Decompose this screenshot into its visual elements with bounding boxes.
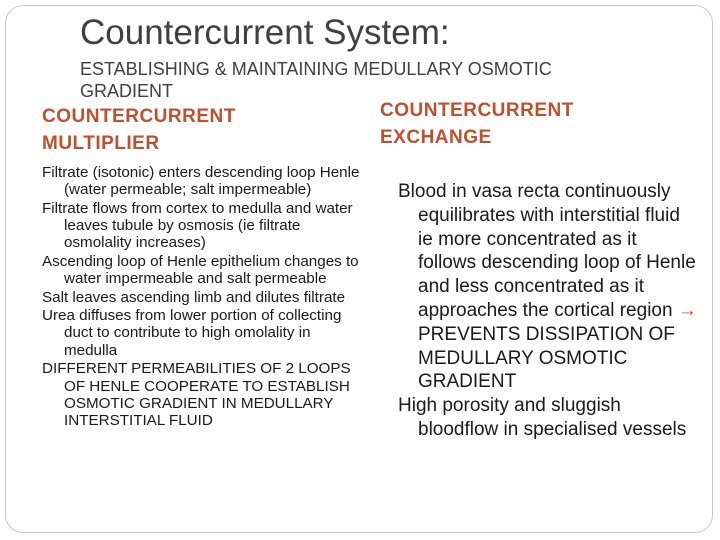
list-item: DIFFERENT PERMEABILITIES OF 2 LOOPS OF HENLE COOPERATE TO ESTABLISH OSMOTIC GRADIENT IN MEDULLARY INTERSTITIAL FLUID xyxy=(42,360,351,430)
right-heading-line1: COUNTERCURRENT xyxy=(380,100,574,121)
list-item xyxy=(398,180,698,394)
left-heading-line1: COUNTERCURRENT xyxy=(42,106,236,127)
right-heading-line2: EXCHANGE xyxy=(380,127,492,148)
list-item: Salt leaves ascending limb and dilutes filtrate xyxy=(42,288,346,306)
exchange-points-list xyxy=(398,180,698,442)
list-item: Urea diffuses from lower portion of collecting duct to contribute to high omolality in medulla xyxy=(42,307,342,359)
slide-title: Countercurrent System: xyxy=(80,13,450,52)
left-column-heading xyxy=(42,103,236,157)
slide-subtitle: ESTABLISHING & MAINTAINING MEDULLARY OSMOTIC GRADIENT xyxy=(80,59,552,101)
list-item: High porosity and sluggish bloodflow in specialised vessels xyxy=(398,395,687,440)
multiplier-points-list xyxy=(42,164,364,431)
list-item: Ascending loop of Henle epithelium changes to water impermeable and salt permeable xyxy=(42,252,359,288)
arrow-right-icon: → xyxy=(677,299,697,321)
right-column-heading xyxy=(380,97,574,151)
list-item: Filtrate (isotonic) enters descending loop Henle (water permeable; salt impermeable) xyxy=(42,164,360,199)
list-item: Filtrate flows from cortex to medulla and water leaves tubule by osmosis (ie filtrate osmolality increases) xyxy=(42,199,353,252)
list-item-text: Blood in vasa recta continuously equilibrates with interstitial fluid ie more concentrated as it follows descending loop of Henle and less concentrated as it approaches the cortical region xyxy=(398,181,696,321)
left-heading-line2: MULTIPLIER xyxy=(42,133,160,154)
list-item-text: PREVENTS DISSIPATION OF MEDULLARY OSMOTIC GRADIENT xyxy=(418,323,675,393)
